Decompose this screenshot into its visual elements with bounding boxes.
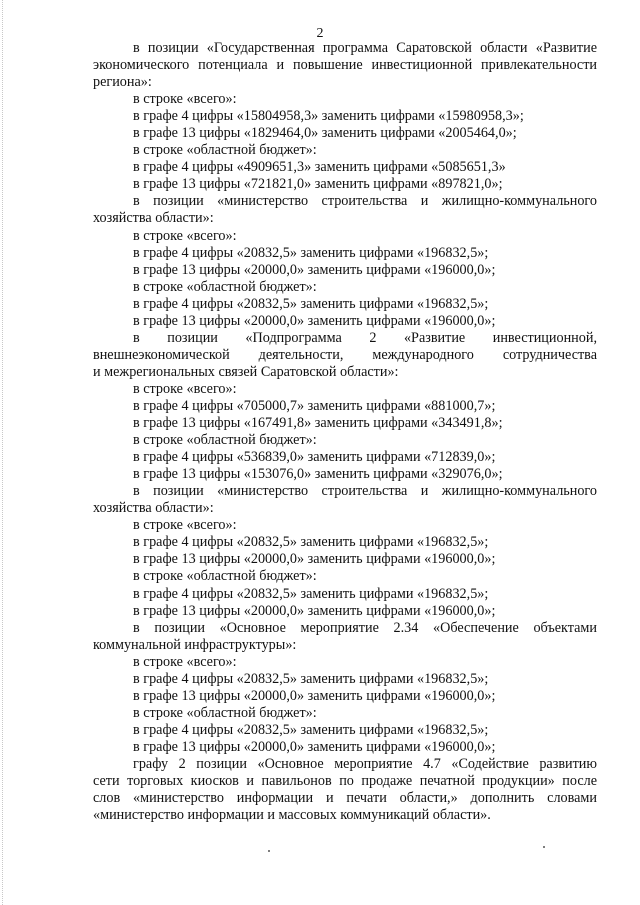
- text-line: и межрегиональных связей Саратовской области»:: [93, 363, 399, 380]
- text-line: в графе 13 цифры «20000,0» заменить цифрами «196000,0»;: [133, 312, 496, 329]
- text-line: в графе 13 цифры «1829464,0» заменить цифрами «2005464,0»;: [133, 125, 517, 142]
- text-line: в позиции «министерство строительства и жилищно-коммунального: [133, 483, 597, 500]
- document-body: [93, 40, 597, 824]
- text-line: в графе 4 цифры «15804958,3» заменить цифрами «15980958,3»;: [133, 108, 524, 125]
- text-line: в строке «всего»:: [133, 653, 237, 670]
- scan-speck: [543, 846, 545, 848]
- text-line: в графе 4 цифры «20832,5» заменить цифрами «196832,5»;: [133, 295, 489, 312]
- text-line: в графе 13 цифры «20000,0» заменить цифрами «196000,0»;: [133, 602, 496, 619]
- text-line: в графе 4 цифры «20832,5» заменить цифрами «196832,5»;: [133, 534, 489, 551]
- text-line: в графе 4 цифры «536839,0» заменить цифрами «712839,0»;: [133, 449, 496, 466]
- text-line: региона»:: [93, 74, 152, 91]
- text-line: в строке «областной бюджет»:: [133, 142, 317, 159]
- text-line: в графе 4 цифры «705000,7» заменить цифрами «881000,7»;: [133, 397, 496, 414]
- text-line: в графе 4 цифры «20832,5» заменить цифрами «196832,5»;: [133, 244, 489, 261]
- text-line: в строке «всего»:: [133, 517, 237, 534]
- text-line: в позиции «Основное мероприятие 2.34 «Обеспечение объектами: [133, 619, 597, 636]
- text-line: в графе 4 цифры «20832,5» заменить цифрами «196832,5»;: [133, 670, 489, 687]
- scan-speck: [268, 850, 270, 852]
- text-line: в графе 13 цифры «153076,0» заменить цифрами «329076,0»;: [133, 466, 503, 483]
- text-line: в строке «всего»:: [133, 227, 237, 244]
- text-line: внешнеэкономической деятельности, международного сотрудничества: [93, 346, 597, 363]
- text-line: в графе 13 цифры «20000,0» заменить цифрами «196000,0»;: [133, 687, 496, 704]
- text-line: в графе 13 цифры «20000,0» заменить цифрами «196000,0»;: [133, 261, 496, 278]
- text-line: графу 2 позиции «Основное мероприятие 4.7 «Содействие развитию: [133, 755, 597, 772]
- text-line: в позиции «Государственная программа Саратовской области «Развитие: [133, 40, 597, 56]
- text-line: в строке «всего»:: [133, 91, 237, 108]
- text-line: экономического потенциала и повышение инвестиционной привлекательности: [93, 57, 597, 74]
- text-line: в позиции «Подпрограмма 2 «Развитие инвестиционной,: [133, 329, 597, 346]
- text-line: в графе 4 цифры «4909651,3» заменить цифрами «5085651,3»: [133, 159, 506, 176]
- text-line: в позиции «министерство строительства и жилищно-коммунального: [133, 193, 597, 210]
- text-line: в графе 13 цифры «20000,0» заменить цифрами «196000,0»;: [133, 551, 496, 568]
- text-line: в графе 13 цифры «20000,0» заменить цифрами «196000,0»;: [133, 738, 496, 755]
- text-line: сети торговых киосков и павильонов по продаже печатной продукции» после: [93, 773, 597, 790]
- text-line: в строке «областной бюджет»:: [133, 432, 317, 449]
- text-line: хозяйства области»:: [93, 500, 214, 517]
- page-number: 2: [316, 26, 324, 41]
- text-line: в строке «областной бюджет»:: [133, 704, 317, 721]
- text-line: коммунальной инфраструктуры»:: [93, 636, 297, 653]
- text-line: в строке «областной бюджет»:: [133, 568, 317, 585]
- text-line: слов «министерство информации и печати области,» дополнить словами: [93, 790, 597, 807]
- text-line: в строке «всего»:: [133, 380, 237, 397]
- text-line: хозяйства области»:: [93, 210, 214, 227]
- text-line: в графе 4 цифры «20832,5» заменить цифрами «196832,5»;: [133, 585, 489, 602]
- scan-edge-marks: [2, 0, 5, 905]
- text-line: «министерство информации и массовых коммуникаций области».: [93, 807, 491, 824]
- text-line: в графе 4 цифры «20832,5» заменить цифрами «196832,5»;: [133, 721, 489, 738]
- text-line: в строке «областной бюджет»:: [133, 278, 317, 295]
- text-line: в графе 13 цифры «167491,8» заменить цифрами «343491,8»;: [133, 415, 503, 432]
- text-line: в графе 13 цифры «721821,0» заменить цифрами «897821,0»;: [133, 176, 503, 193]
